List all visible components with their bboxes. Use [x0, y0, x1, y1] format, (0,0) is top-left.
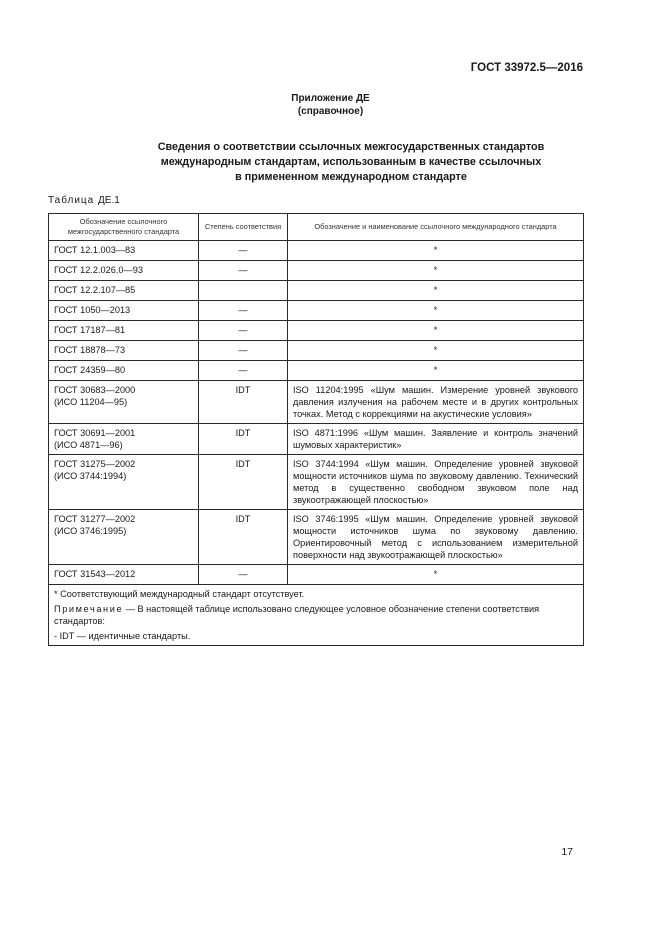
footnote: * Соответствующий международный стандарт отсутствует.: [54, 589, 305, 599]
table-row: [49, 381, 584, 424]
table-row: [49, 301, 584, 321]
degree-cell: IDT: [199, 381, 288, 424]
correspondence-table: [48, 213, 584, 646]
table-row: [49, 281, 584, 301]
standard-code: ГОСТ 30683—2000: [54, 385, 136, 395]
table-row: [49, 510, 584, 565]
international-cell: *: [288, 565, 584, 585]
table-row: [49, 321, 584, 341]
standard-code: ГОСТ 30691—2001: [54, 428, 136, 438]
international-cell: ISO 3746:1995 «Шум машин. Определение уровней звуковой мощности источников шума по звуковому давлению. Ориентировочный метод с использованием измерительной поверхности над звукоотражающей плоскостью»: [288, 510, 584, 565]
degree-cell: —: [199, 241, 288, 261]
standard-cell: ГОСТ 18878—73: [49, 341, 199, 361]
heading-line: в примененном международном стандарте: [235, 171, 467, 183]
standard-cell: [49, 381, 199, 424]
standard-cell: [49, 510, 199, 565]
international-cell: *: [288, 261, 584, 281]
standard-cell: ГОСТ 24359—80: [49, 361, 199, 381]
international-cell: *: [288, 361, 584, 381]
table-row: [49, 361, 584, 381]
degree-cell: —: [199, 361, 288, 381]
table-row: [49, 565, 584, 585]
section-heading: [60, 140, 642, 185]
international-cell: *: [288, 301, 584, 321]
degree-cell: —: [199, 301, 288, 321]
degree-cell: IDT: [199, 424, 288, 455]
degree-cell: IDT: [199, 510, 288, 565]
column-header-standard: Обозначение ссылочного межгосударственного стандарта: [49, 214, 199, 241]
standard-iso-equivalent: (ИСО 3746:1995): [54, 526, 127, 536]
international-cell: *: [288, 341, 584, 361]
document-code: ГОСТ 33972.5—2016: [470, 62, 583, 74]
table-row: [49, 455, 584, 510]
standard-cell: ГОСТ 1050—2013: [49, 301, 199, 321]
standard-cell: ГОСТ 17187—81: [49, 321, 199, 341]
table-notes: [49, 585, 584, 646]
table-row: [49, 241, 584, 261]
table-notes-row: [49, 585, 584, 646]
annex-subtitle: (справочное): [297, 106, 364, 117]
heading-line: Сведения о соответствии ссылочных межгосударственных стандартов: [157, 141, 545, 153]
annex-title: Приложение ДЕ: [291, 93, 370, 104]
table-caption: [48, 195, 120, 206]
degree-cell: [199, 281, 288, 301]
international-cell: *: [288, 241, 584, 261]
standard-cell: ГОСТ 31543—2012: [49, 565, 199, 585]
standard-iso-equivalent: (ИСО 4871—96): [54, 440, 123, 450]
standard-cell: ГОСТ 12.2.107—85: [49, 281, 199, 301]
international-cell: ISO 4871:1996 «Шум машин. Заявление и контроль значений шумовых характеристик»: [288, 424, 584, 455]
standard-cell: ГОСТ 12.2.026.0—93: [49, 261, 199, 281]
degree-cell: —: [199, 321, 288, 341]
standard-code: ГОСТ 31277—2002: [54, 514, 136, 524]
column-header-international: Обозначение и наименование ссылочного международного стандарта: [288, 214, 584, 241]
standard-iso-equivalent: (ИСО 11204—95): [54, 397, 128, 407]
standard-cell: ГОСТ 12.1.003—83: [49, 241, 199, 261]
standard-code: ГОСТ 31275—2002: [54, 459, 136, 469]
table-header-row: [49, 214, 584, 241]
column-header-degree: Степень соответствия: [199, 214, 288, 241]
table-caption-word: Таблица: [48, 195, 95, 206]
note-label: Примечание: [54, 604, 124, 614]
degree-cell: —: [199, 341, 288, 361]
heading-line: международным стандартам, использованным в качестве ссылочных: [160, 156, 542, 168]
table-row: [49, 424, 584, 455]
international-cell: ISO 11204:1995 «Шум машин. Измерение уровней звукового давления излучения на рабочем месте и в других контрольных точках. Метод с коррекциями на акустические условия»: [288, 381, 584, 424]
note: [54, 603, 578, 627]
table-caption-number: ДЕ.1: [98, 195, 120, 206]
note-item: - IDT — идентичные стандарты.: [54, 631, 191, 641]
degree-cell: —: [199, 565, 288, 585]
degree-cell: IDT: [199, 455, 288, 510]
table-row: [49, 261, 584, 281]
standard-cell: [49, 424, 199, 455]
international-cell: ISO 3744:1994 «Шум машин. Определение уровней звуковой мощности источников шума по звуковому давлению. Технический метод в существенно свободном звуковом поле над звукоотражающей плоскостью»: [288, 455, 584, 510]
table-row: [49, 341, 584, 361]
international-cell: *: [288, 281, 584, 301]
standard-iso-equivalent: (ИСО 3744:1994): [54, 471, 127, 481]
note-text: — В настоящей таблице использовано следующее условное обозначение степени соответствия стандартов:: [54, 604, 540, 626]
page-number: 17: [561, 846, 573, 858]
standard-cell: [49, 455, 199, 510]
international-cell: *: [288, 321, 584, 341]
degree-cell: —: [199, 261, 288, 281]
